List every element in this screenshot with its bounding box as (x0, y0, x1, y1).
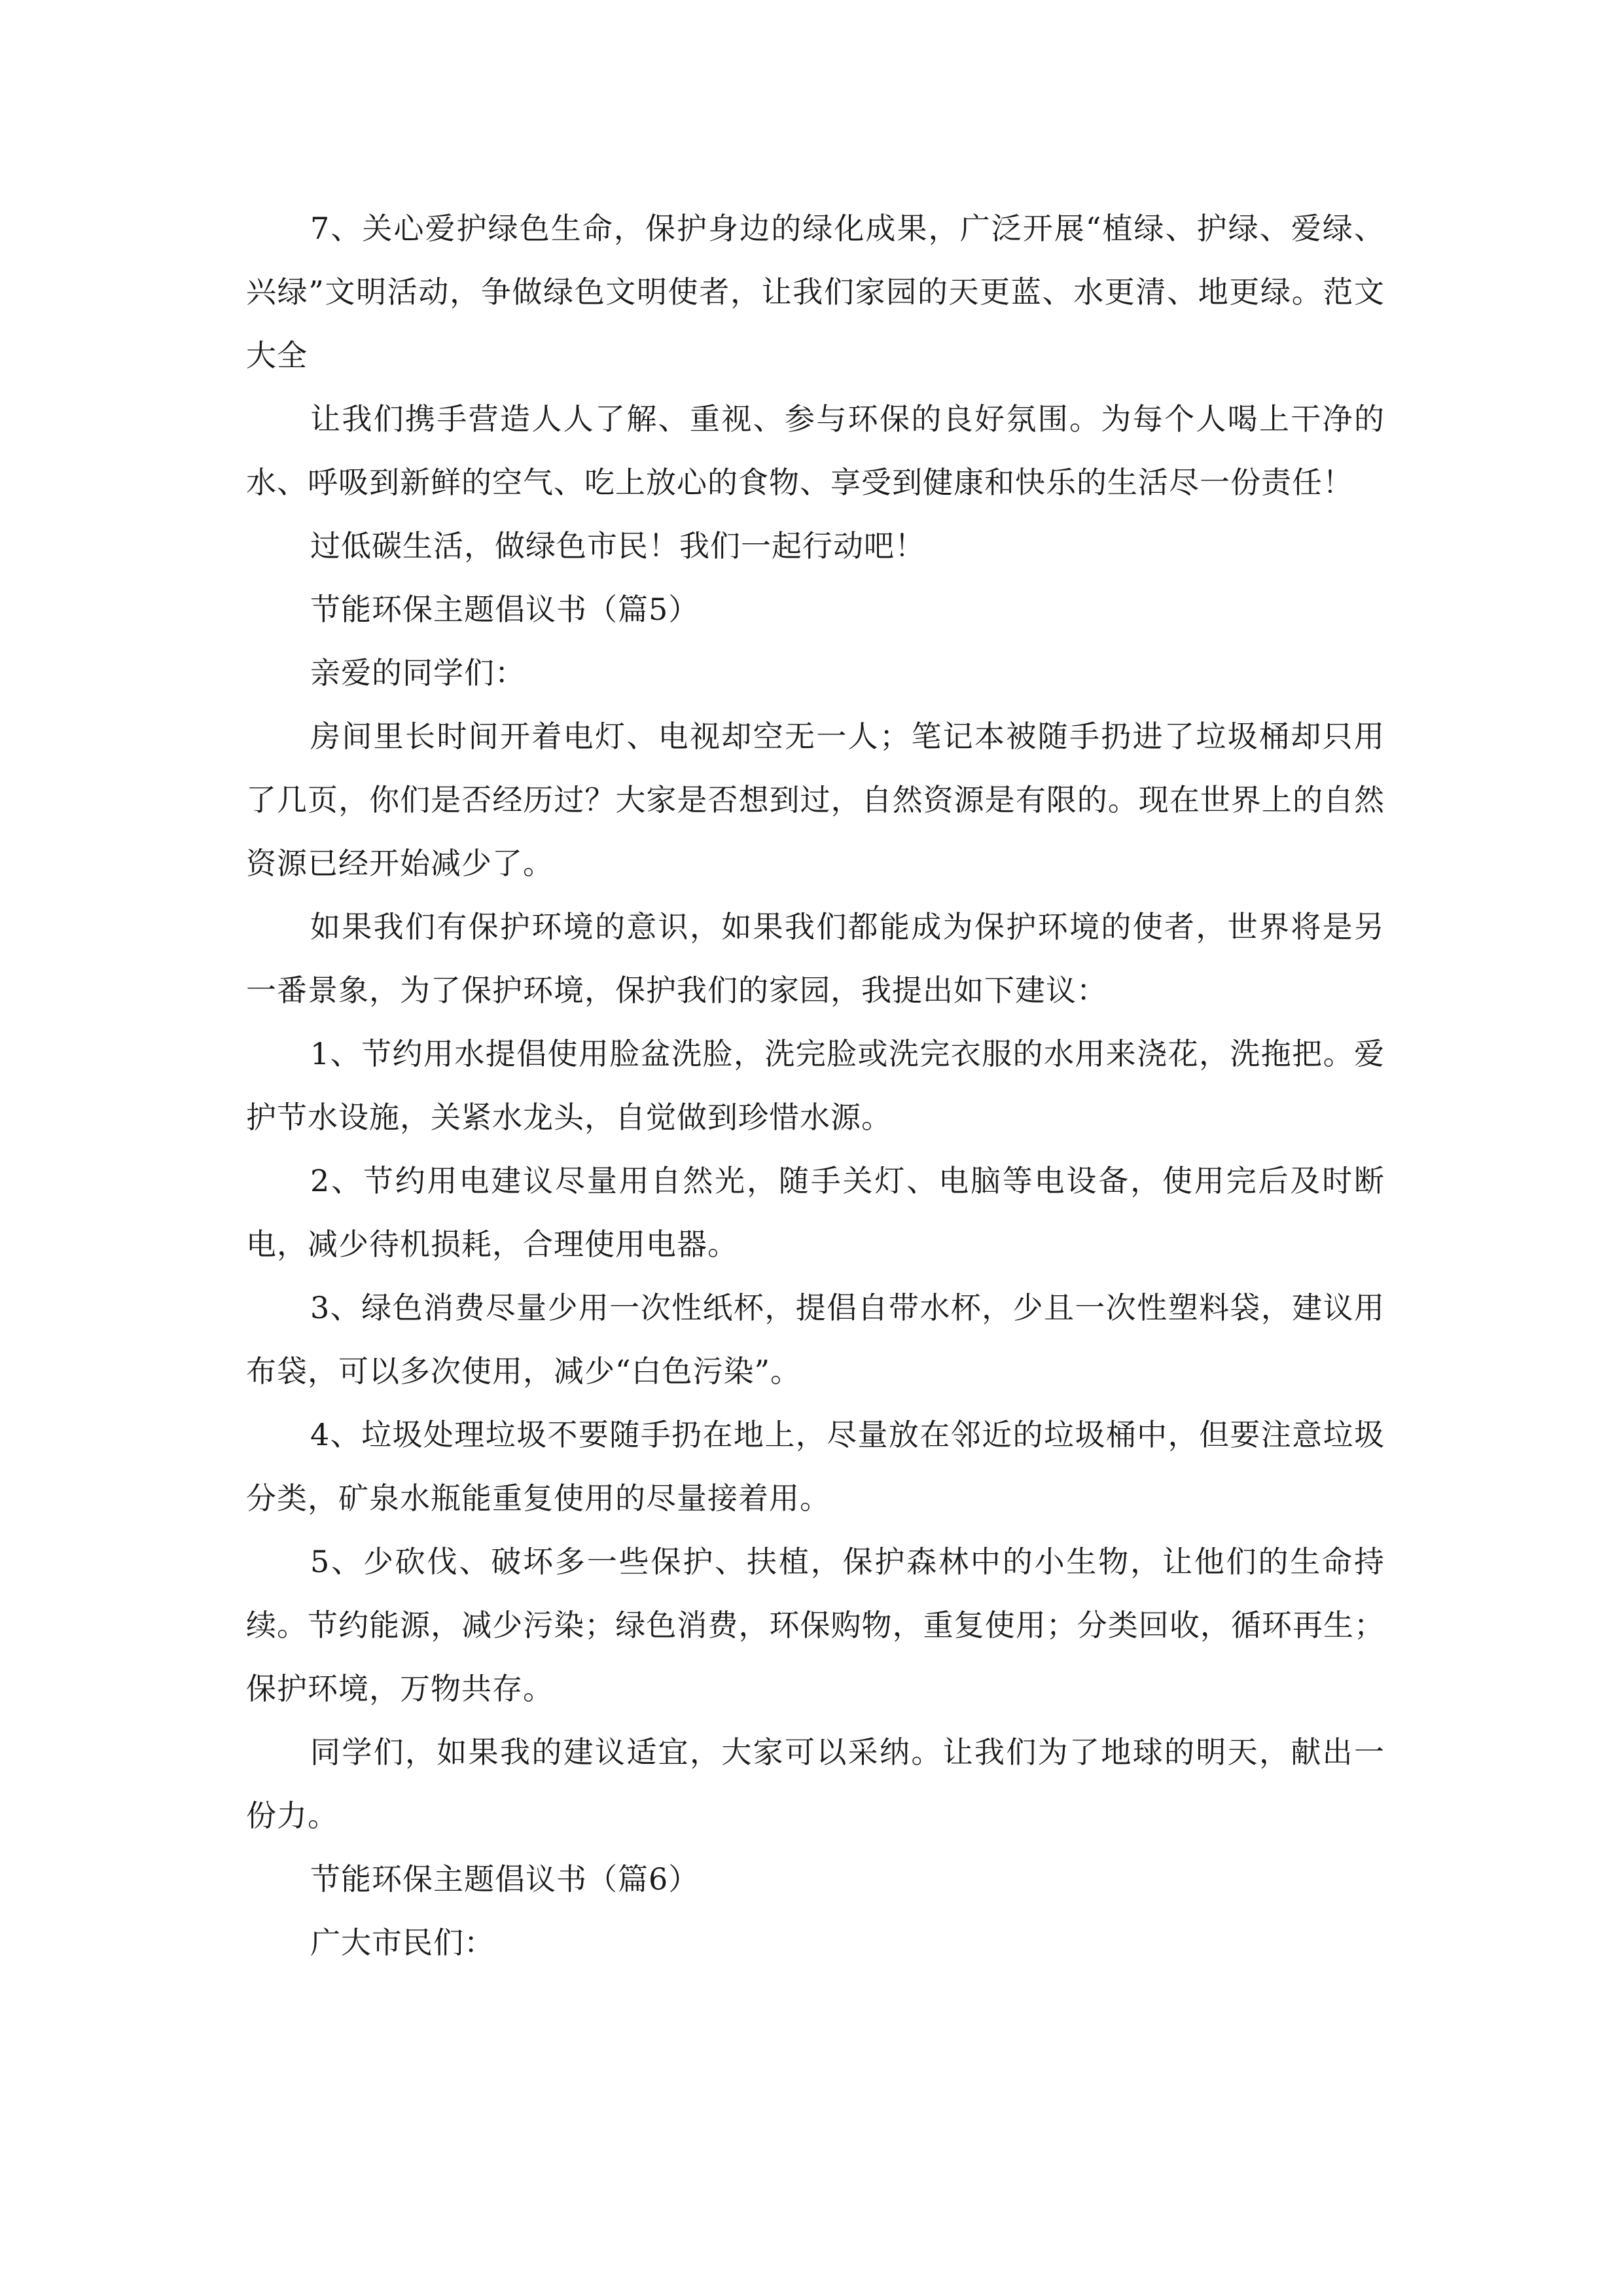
paragraph-proposal: 如果我们有保护环境的意识，如果我们都能成为保护环境的使者，世界将是另一番景象，为了保护环境，保护我们的家园，我提出如下建议： (246, 909, 1385, 1008)
salutation-students: 亲爱的同学们： (310, 655, 526, 691)
section-title-5: 节能环保主题倡议书（篇5） (310, 592, 700, 627)
paragraph-item-1: 1、节约用水提倡使用脸盆洗脸，洗完脸或洗完衣服的水用来浇花，洗拖把。爱护节水设施，关紧水龙头，自觉做到珍惜水源。 (246, 1036, 1385, 1135)
paragraph-closing: 同学们，如果我的建议适宜，大家可以采纳。让我们为了地球的明天，献出一份力。 (246, 1734, 1385, 1833)
paragraph-item-2: 2、节约用电建议尽量用自然光，随手关灯、电脑等电设备，使用完后及时断电，减少待机损耗，合理使用电器。 (246, 1163, 1385, 1262)
paragraph-intro: 房间里长时间开着电灯、电视却空无一人；笔记本被随手扔进了垃圾桶却只用了几页，你们是否经历过？大家是否想到过，自然资源是有限的。现在世界上的自然资源已经开始减少了。 (246, 719, 1385, 881)
paragraph-call-to-action: 让我们携手营造人人了解、重视、参与环保的良好氛围。为每个人喝上干净的水、呼吸到新鲜的空气、吃上放心的食物、享受到健康和快乐的生活尽一份责任！ (246, 401, 1385, 500)
paragraph-item-5: 5、少砍伐、破坏多一些保护、扶植，保护森林中的小生物，让他们的生命持续。节约能源，减少污染；绿色消费，环保购物，重复使用；分类回收，循环再生；保护环境，万物共存。 (246, 1544, 1385, 1706)
paragraph-item-3: 3、绿色消费尽量少用一次性纸杯，提倡自带水杯，少且一次性塑料袋，建议用布袋，可以多次使用，减少“白色污染”。 (246, 1290, 1385, 1389)
paragraph-slogan: 过低碳生活，做绿色市民！我们一起行动吧！ (310, 528, 925, 564)
paragraph-item-7: 7、关心爱护绿色生命，保护身边的绿化成果，广泛开展“植绿、护绿、爱绿、兴绿”文明活动，争做绿色文明使者，让我们家园的天更蓝、水更清、地更绿。范文大全 (246, 211, 1385, 373)
document-body (246, 197, 1385, 1975)
paragraph-item-4: 4、垃圾处理垃圾不要随手扔在地上，尽量放在邻近的垃圾桶中，但要注意垃圾分类，矿泉水瓶能重复使用的尽量接着用。 (246, 1417, 1385, 1516)
salutation-citizens: 广大市民们： (310, 1925, 495, 1960)
section-title-6: 节能环保主题倡议书（篇6） (310, 1861, 700, 1897)
